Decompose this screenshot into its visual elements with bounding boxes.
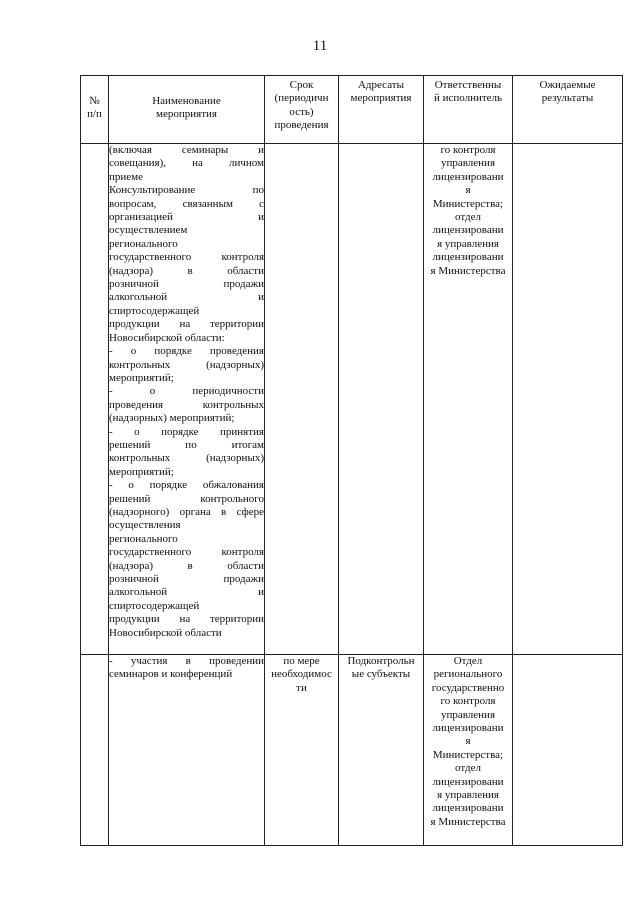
- text-line: регионального: [109, 532, 178, 545]
- cell-term: [265, 144, 339, 655]
- text-line: - о порядке обжалования: [109, 479, 264, 492]
- text-line: Новосибирской области: [109, 626, 222, 639]
- text-line: осуществления: [109, 519, 181, 532]
- text-line: решений по итогам: [109, 438, 264, 451]
- text-line: спиртосодержащей: [109, 304, 200, 317]
- text-line: отдел: [455, 762, 481, 775]
- text-line: организацией и: [109, 211, 264, 224]
- text-line: (надзорных) мероприятий;: [109, 412, 235, 425]
- text-line: Министерства;: [432, 197, 504, 210]
- cell-num: [81, 144, 109, 655]
- text-line: вопросам, связанным с: [109, 197, 264, 210]
- text-line: я Министерства: [430, 264, 506, 277]
- text-line: Министерства;: [432, 748, 504, 761]
- text-line: продукции на территории: [109, 318, 264, 331]
- plan-table: [80, 75, 623, 846]
- table-row: [81, 655, 623, 846]
- text-line: регионального: [109, 237, 178, 250]
- text-line: (надзорного) органа в сфере: [109, 505, 264, 518]
- text-line: лицензировани: [432, 722, 504, 735]
- text-line: розничной продажи: [109, 573, 264, 585]
- text-line: - о порядке проведения: [109, 345, 264, 358]
- text-line: осуществлением: [109, 224, 188, 237]
- text-line: Подконтрольн: [347, 655, 415, 667]
- text-line: (включая семинары и: [109, 144, 264, 156]
- cell-num: [81, 655, 109, 846]
- cell-addressees: [339, 655, 424, 846]
- text-line: лицензировани: [432, 251, 504, 264]
- header-num: № п/п: [81, 76, 109, 144]
- text-line: розничной продажи: [109, 278, 264, 291]
- text-line: контрольных (надзорных): [109, 452, 264, 465]
- text-line: го контроля: [440, 695, 496, 708]
- text-line: я Министерства: [430, 815, 506, 828]
- text-line: алкогольной и: [109, 586, 264, 599]
- header-addressees: Адресаты мероприятия: [339, 76, 424, 144]
- cell-addressees: [339, 144, 424, 655]
- text-line: контрольных (надзорных): [109, 358, 264, 371]
- text-line: мероприятий;: [109, 465, 174, 478]
- text-line: государственного контроля: [109, 251, 264, 264]
- text-line: - участия в проведении: [109, 655, 264, 667]
- text-line: решений контрольного: [109, 492, 264, 505]
- header-name: Наименование мероприятия: [109, 76, 265, 144]
- cell-name: [109, 144, 265, 655]
- text-line: ти: [296, 681, 307, 694]
- text-line: Отдел: [453, 655, 483, 667]
- text-line: алкогольной и: [109, 291, 264, 304]
- text-line: регионального: [433, 668, 503, 681]
- text-line: продукции на территории: [109, 613, 264, 626]
- text-line: государственно: [431, 681, 505, 694]
- cell-term: [265, 655, 339, 846]
- page-number: 11: [312, 38, 328, 54]
- text-line: спиртосодержащей: [109, 599, 200, 612]
- text-line: проведения контрольных: [109, 398, 264, 411]
- text-line: - о периодичности: [109, 385, 264, 398]
- cell-results: [513, 655, 623, 846]
- table-row: [81, 144, 623, 655]
- text-line: приеме: [109, 170, 143, 183]
- text-line: лицензировани: [432, 170, 504, 183]
- text-line: мероприятий;: [109, 371, 174, 384]
- text-line: я управления: [437, 789, 499, 802]
- table-header-row: [81, 76, 623, 144]
- text-line: я управления: [437, 237, 499, 250]
- text-line: семинаров и конференций: [109, 668, 233, 681]
- text-line: управления: [440, 708, 496, 721]
- text-line: лицензировани: [432, 802, 504, 815]
- text-line: отдел: [455, 211, 481, 224]
- text-line: (надзора) в области: [109, 559, 264, 572]
- text-line: (надзора) в области: [109, 264, 264, 277]
- header-results: Ожидаемые результаты: [513, 76, 623, 144]
- header-term: Срок (периодичн ость) проведения: [265, 76, 339, 144]
- text-line: по мере: [283, 655, 320, 667]
- text-line: ые субъекты: [351, 668, 411, 681]
- cell-name: [109, 655, 265, 846]
- text-line: го контроля: [440, 144, 496, 156]
- text-line: государственного контроля: [109, 546, 264, 559]
- text-line: лицензировани: [432, 224, 504, 237]
- text-line: управления: [440, 157, 496, 170]
- text-line: Консультирование по: [109, 184, 264, 197]
- text-line: я: [465, 184, 471, 197]
- text-line: совещания), на личном: [109, 157, 264, 170]
- text-line: я: [465, 735, 471, 748]
- text-line: лицензировани: [432, 775, 504, 788]
- cell-results: [513, 144, 623, 655]
- text-line: Новосибирской области:: [109, 331, 225, 344]
- text-line: необходимос: [271, 668, 332, 681]
- cell-responsible: [424, 655, 513, 846]
- text-line: - о порядке принятия: [109, 425, 264, 438]
- header-responsible: Ответственны й исполнитель: [424, 76, 513, 144]
- cell-responsible: [424, 144, 513, 655]
